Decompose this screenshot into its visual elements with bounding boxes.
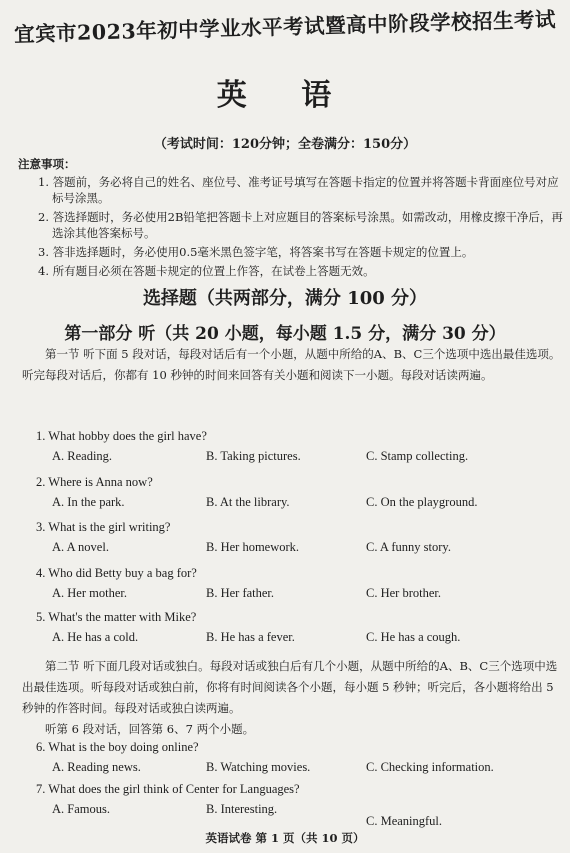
question-6	[36, 740, 556, 780]
option-a: A. Reading news.	[52, 760, 141, 774]
option-c: C. Meaningful.	[366, 814, 443, 828]
option-b: B. At the library.	[206, 495, 290, 509]
notice-item: 1. 答题前，务必将自己的姓名、座位号、准考证号填写在答题卡指定的位置并将答题卡背面座位号对应标号涂黑。	[38, 175, 559, 205]
exam-title: 宜宾市2023年初中学业水平考试暨高中阶段学校招生考试	[13, 7, 557, 47]
page-footer: 英语试卷 第 1 页（共 10 页）	[205, 831, 365, 845]
option-c: C. On the playground.	[366, 495, 478, 509]
question-5	[36, 610, 556, 650]
question-1	[36, 429, 556, 469]
option-c: C. Stamp collecting.	[366, 449, 469, 463]
question-7	[36, 782, 556, 828]
question-stem: 4. Who did Betty buy a bag for?	[36, 566, 197, 580]
subject-title: 英 语	[216, 78, 354, 113]
question-stem: 1. What hobby does the girl have?	[36, 429, 207, 443]
section2-intro: 第二节 听下面几段对话或独白。每段对话或独白后有几个小题，从题中所给的A、B、C三个选项中选出最佳选项。听每段对话或独白前，你将有时间阅读各个小题，每小题 5 秒钟；听完后，各小题将给出 5 秒钟的作答时间。每段对话或独白读两遍。	[22, 659, 558, 715]
question-stem: 6. What is the boy doing online?	[36, 740, 199, 754]
option-a: A. A novel.	[52, 540, 109, 554]
section-title: 选择题（共两部分，满分 100 分）	[142, 288, 428, 309]
option-a: A. Famous.	[52, 802, 110, 816]
option-a: A. He has a cold.	[52, 630, 139, 644]
notice-block	[18, 156, 563, 282]
exam-info: （考试时间：120分钟；全卷满分：150分）	[153, 137, 417, 152]
option-c: C. He has a cough.	[366, 630, 461, 644]
part-title: 第一部分 听（共 20 小题，每小题 1.5 分，满分 30 分）	[64, 324, 506, 344]
question-3	[36, 520, 556, 560]
option-a: A. Reading.	[52, 449, 113, 463]
option-b: B. Watching movies.	[206, 760, 311, 774]
option-a: A. In the park.	[52, 495, 125, 509]
option-b: B. Her father.	[206, 586, 275, 600]
notice-item: 3. 答非选择题时，务必使用0.5毫米黑色签字笔，将答案书写在答题卡规定的位置上。	[38, 245, 474, 259]
option-a: A. Her mother.	[52, 586, 127, 600]
notice-title: 注意事项：	[18, 157, 76, 171]
notice-item: 2. 答选择题时，务必使用2B铅笔把答题卡上对应题目的答案标号涂黑。如需改动，用橡皮擦干净后，再选涂其他答案标号。	[38, 210, 563, 240]
option-b: B. Her homework.	[206, 540, 300, 554]
option-c: C. Checking information.	[366, 760, 494, 774]
option-c: C. Her brother.	[366, 586, 441, 600]
question-2	[36, 475, 556, 515]
question-stem: 5. What's the matter with Mike?	[36, 610, 197, 624]
section2-sub: 听第 6 段对话，回答第 6、7 两个小题。	[45, 722, 255, 736]
question-stem: 7. What does the girl think of Center for Languages?	[36, 782, 300, 796]
section1-intro: 第一节 听下面 5 段对话，每段对话后有一个小题，从题中所给的A、B、C三个选项中选出最佳选项。听完每段对话后，你都有 10 秒钟的时间来回答有关小题和阅读下一小题。每段对话读两遍。	[22, 347, 561, 382]
option-b: B. Taking pictures.	[206, 449, 301, 463]
question-4	[36, 566, 556, 606]
notice-item: 4. 所有题目必须在答题卡规定的位置上作答，在试卷上答题无效。	[38, 264, 375, 278]
question-stem: 3. What is the girl writing?	[36, 520, 171, 534]
question-stem: 2. Where is Anna now?	[36, 475, 153, 489]
option-b: B. He has a fever.	[206, 630, 295, 644]
option-c: C. A funny story.	[366, 540, 451, 554]
option-b: B. Interesting.	[206, 802, 278, 816]
